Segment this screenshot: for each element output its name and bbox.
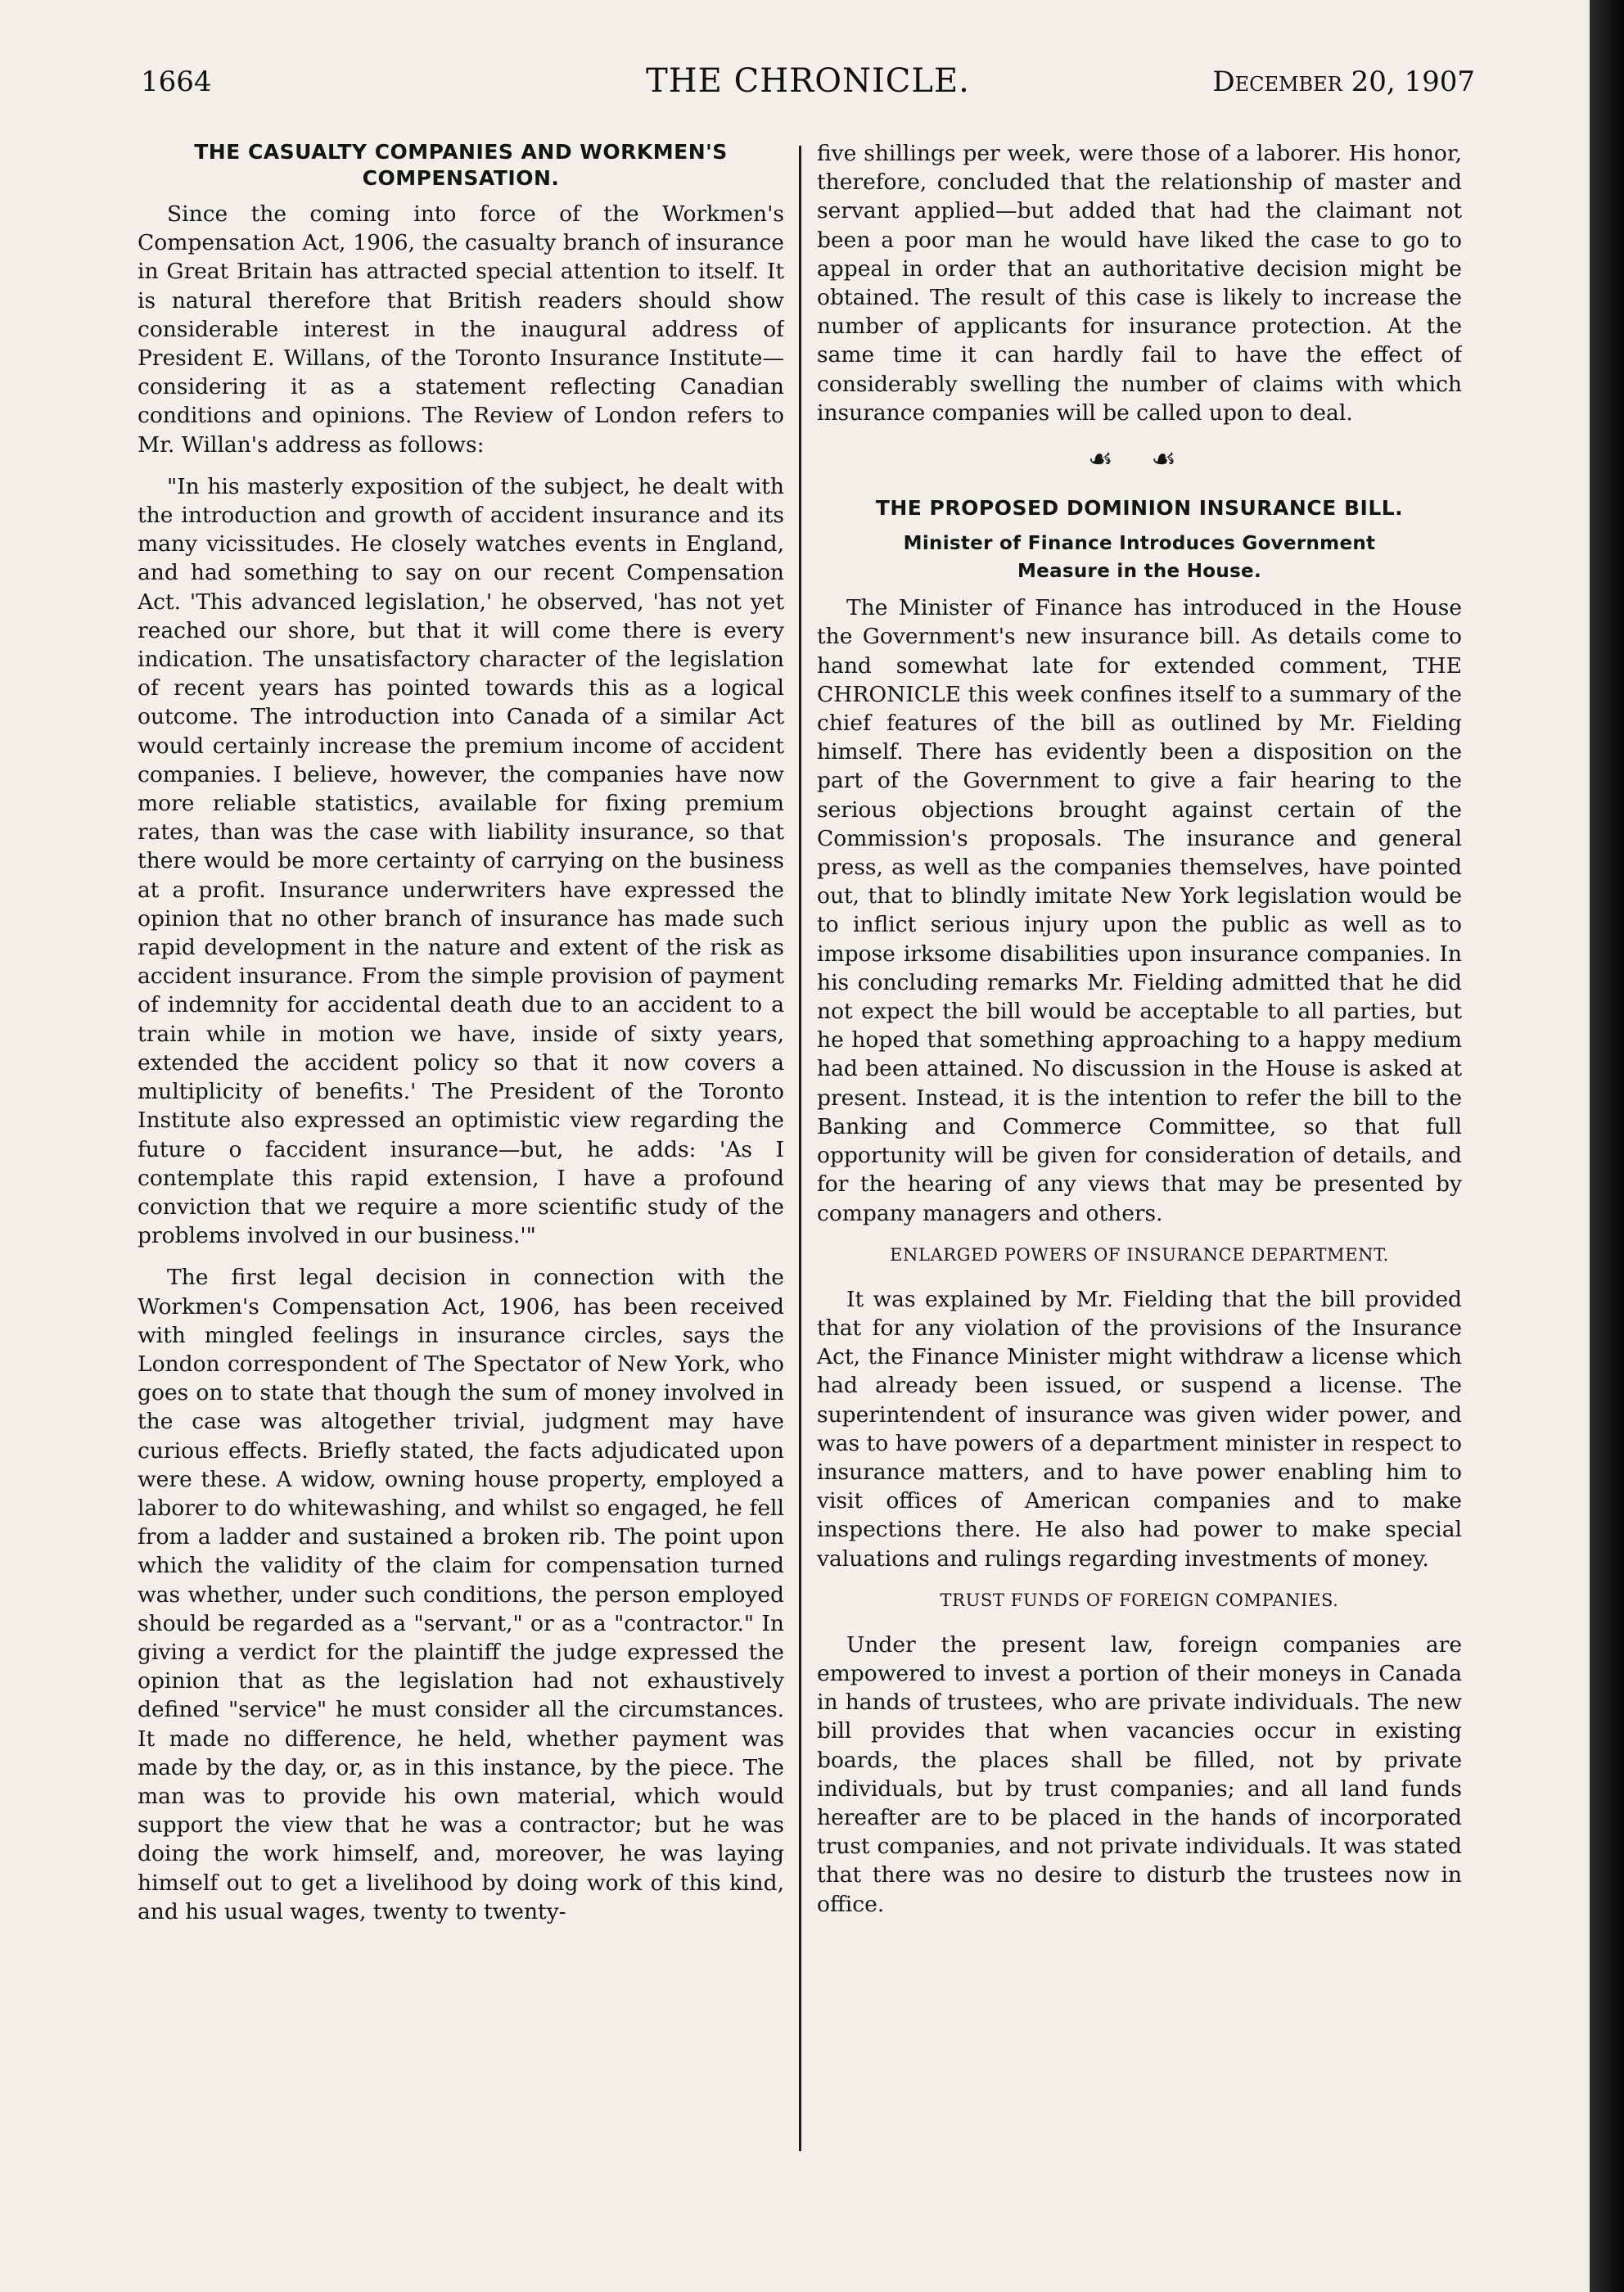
right-column xyxy=(817,139,1462,2153)
page-edge-shadow xyxy=(1590,0,1624,2292)
running-header xyxy=(141,59,1475,108)
article1-paragraph-4: five shillings per week, were those of a laborer. His honor, therefore, concluded that the relationship of master and servant applied—but added that had the claimant not been a poor man he would have liked the case to go to appeal in order that an authoritative decision might be obtained. The result of this case is likely to increase the number of applicants for insurance protection. At the same time it can hardly fail to have the effect of considerably swelling the number of claims with which insurance companies will be called upon to deal. xyxy=(817,141,1462,426)
article2-paragraph-3: Under the present law, foreign companies are empowered to invest a portion of their moneys in Canada in hands of trustees, who are private individuals. The new bill provides that when vacancies occur in existing boards, the places shall be filled, not by private individuals, but by trust companies; and all land funds hereafter are to be placed in the hands of incorporated trust companies, and not private individuals. It was stated that there was no desire to disturb the trustees now in office. xyxy=(817,1631,1462,1917)
journal-title: THE CHRONICLE. xyxy=(646,62,970,100)
article2-paragraph-2: It was explained by Mr. Fielding that the bill provided that for any violation of the provisions of the Insurance Act, the Finance Minister might withdraw a license which had already been issued, or suspend a license. The superintendent of insurance was given wider power, and was to have powers of a department minister in respect to insurance matters, and to have power enabling him to visit offices of American companies and to make inspections there. He also had power to make special valuations and rulings regarding investments of money. xyxy=(817,1286,1462,1572)
article2-subtitle xyxy=(817,530,1462,585)
section-ornament: ☙ ☙ xyxy=(1088,443,1191,476)
article2-paragraph-1: The Minister of Finance has introduced in the House the Government's new insurance bill. As details come to hand somewhat late for extended comment, THE CHRONICLE this week confines itself to a summary of the chief features of the bill as outlined by Mr. Fielding himself. There has evidently been a disposition on the part of the Government to give a fair hearing to the serious objections brought against certain of the Commission's proposals. The insurance and general press, as well as the companies themselves, have pointed out, that to blindly imitate New York legislation would be to inflict serious injury upon the public as well as to impose irksome disabilities upon insurance companies. In his concluding remarks Mr. Fielding admitted that he did not expect the bill would be acceptable to all parties, but he hoped that something approaching to a happy medium had been attained. No discussion in the House is asked at present. Instead, it is the intention to refer the bill to the Banking and Commerce Committee, so that full opportunity will be given for consideration of details, and for the hearing of any views that may be presented by company managers and others. xyxy=(817,595,1462,1226)
article1-paragraph-1: Since the coming into force of the Workmen's Compensation Act, 1906, the casualty branch of insurance in Great Britain has attracted special attention to itself. It is natural therefore that British readers should show considerable interest in the inaugural address of President E. Willans, of the Toronto Insurance Institute—considering it as a statement reflecting Canadian conditions and opinions. The Review of London refers to Mr. Willan's address as follows: xyxy=(138,201,784,458)
column-rule xyxy=(799,146,801,2151)
page-number: 1664 xyxy=(141,65,212,98)
article1-title: THE CASUALTY COMPANIES AND WORKMEN'S COMPENSATION. xyxy=(194,140,728,190)
article1-paragraph-3: The first legal decision in connection with the Workmen's Compensation Act, 1906, has been received with mingled feelings in insurance circles, says the London correspondent of The Spectator of New York, who goes on to state that though the sum of money involved in the case was altogether trivial, judgment may have curious effects. Briefly stated, the facts adjudicated upon were these. A widow, owning house property, employed a laborer to do whitewashing, and whilst so engaged, he fell from a ladder and sustained a broken rib. The point upon which the validity of the claim for compensation turned was whether, under such conditions, the person employed should be regarded as a "servant," or as a "contractor." In giving a verdict for the plaintiff the judge expressed the opinion that as the legislation had not exhaustively defined "service" he must consider all the circumstances. It made no difference, he held, whether payment was made by the day, or, as in this instance, by the piece. The man was to provide his own material, which would support the view that he was a contractor; but he was doing the work himself, and, moreover, he was laying himself out to get a livelihood by doing work of this kind, and his usual wages, twenty to twenty- xyxy=(138,1265,784,1924)
article2-subtitle-line-1: Minister of Finance Introduces Government xyxy=(903,533,1376,555)
left-column xyxy=(138,139,784,2153)
section-heading-enlarged-powers: ENLARGED POWERS OF INSURANCE DEPARTMENT. xyxy=(890,1244,1389,1265)
issue-date: December 20, 1907 xyxy=(1212,65,1475,98)
section-heading-trust-funds: TRUST FUNDS OF FOREIGN COMPANIES. xyxy=(940,1590,1339,1610)
article2-subtitle-line-2: Measure in the House. xyxy=(1017,561,1261,583)
article2-title: THE PROPOSED DOMINION INSURANCE BILL. xyxy=(875,496,1404,521)
article1-paragraph-2: "In his masterly exposition of the subject, he dealt with the introduction and growth of accident insurance and its many vicissitudes. He closely watches events in England, and had something to say on our recent Compensation Act. 'This advanced legislation,' he observed, 'has not yet reached our shore, but that it will come there is every indication. The unsatisfactory character of the legislation of recent years has pointed towards this as a logical outcome. The introduction into Canada of a similar Act would certainly increase the premium income of accident companies. I believe, however, the companies have now more reliable statistics, available for fixing premium rates, than was the case with liability insurance, so that there would be more certainty of carrying on the business at a profit. Insurance underwriters have expressed the opinion that no other branch of insurance has made such rapid development in the nature and extent of the risk as accident insurance. From the simple provision of payment of indemnity for accidental death due to an accident to a train while in motion we have, inside of sixty years, extended the accident policy so that it now covers a multiplicity of benefits.' The President of the Toronto Institute also expressed an optimistic view regarding the future o faccident insurance—but, he adds: 'As I contemplate this rapid extension, I have a profound conviction that we require a more scientific study of the problems involved in our business.'" xyxy=(138,473,784,1249)
